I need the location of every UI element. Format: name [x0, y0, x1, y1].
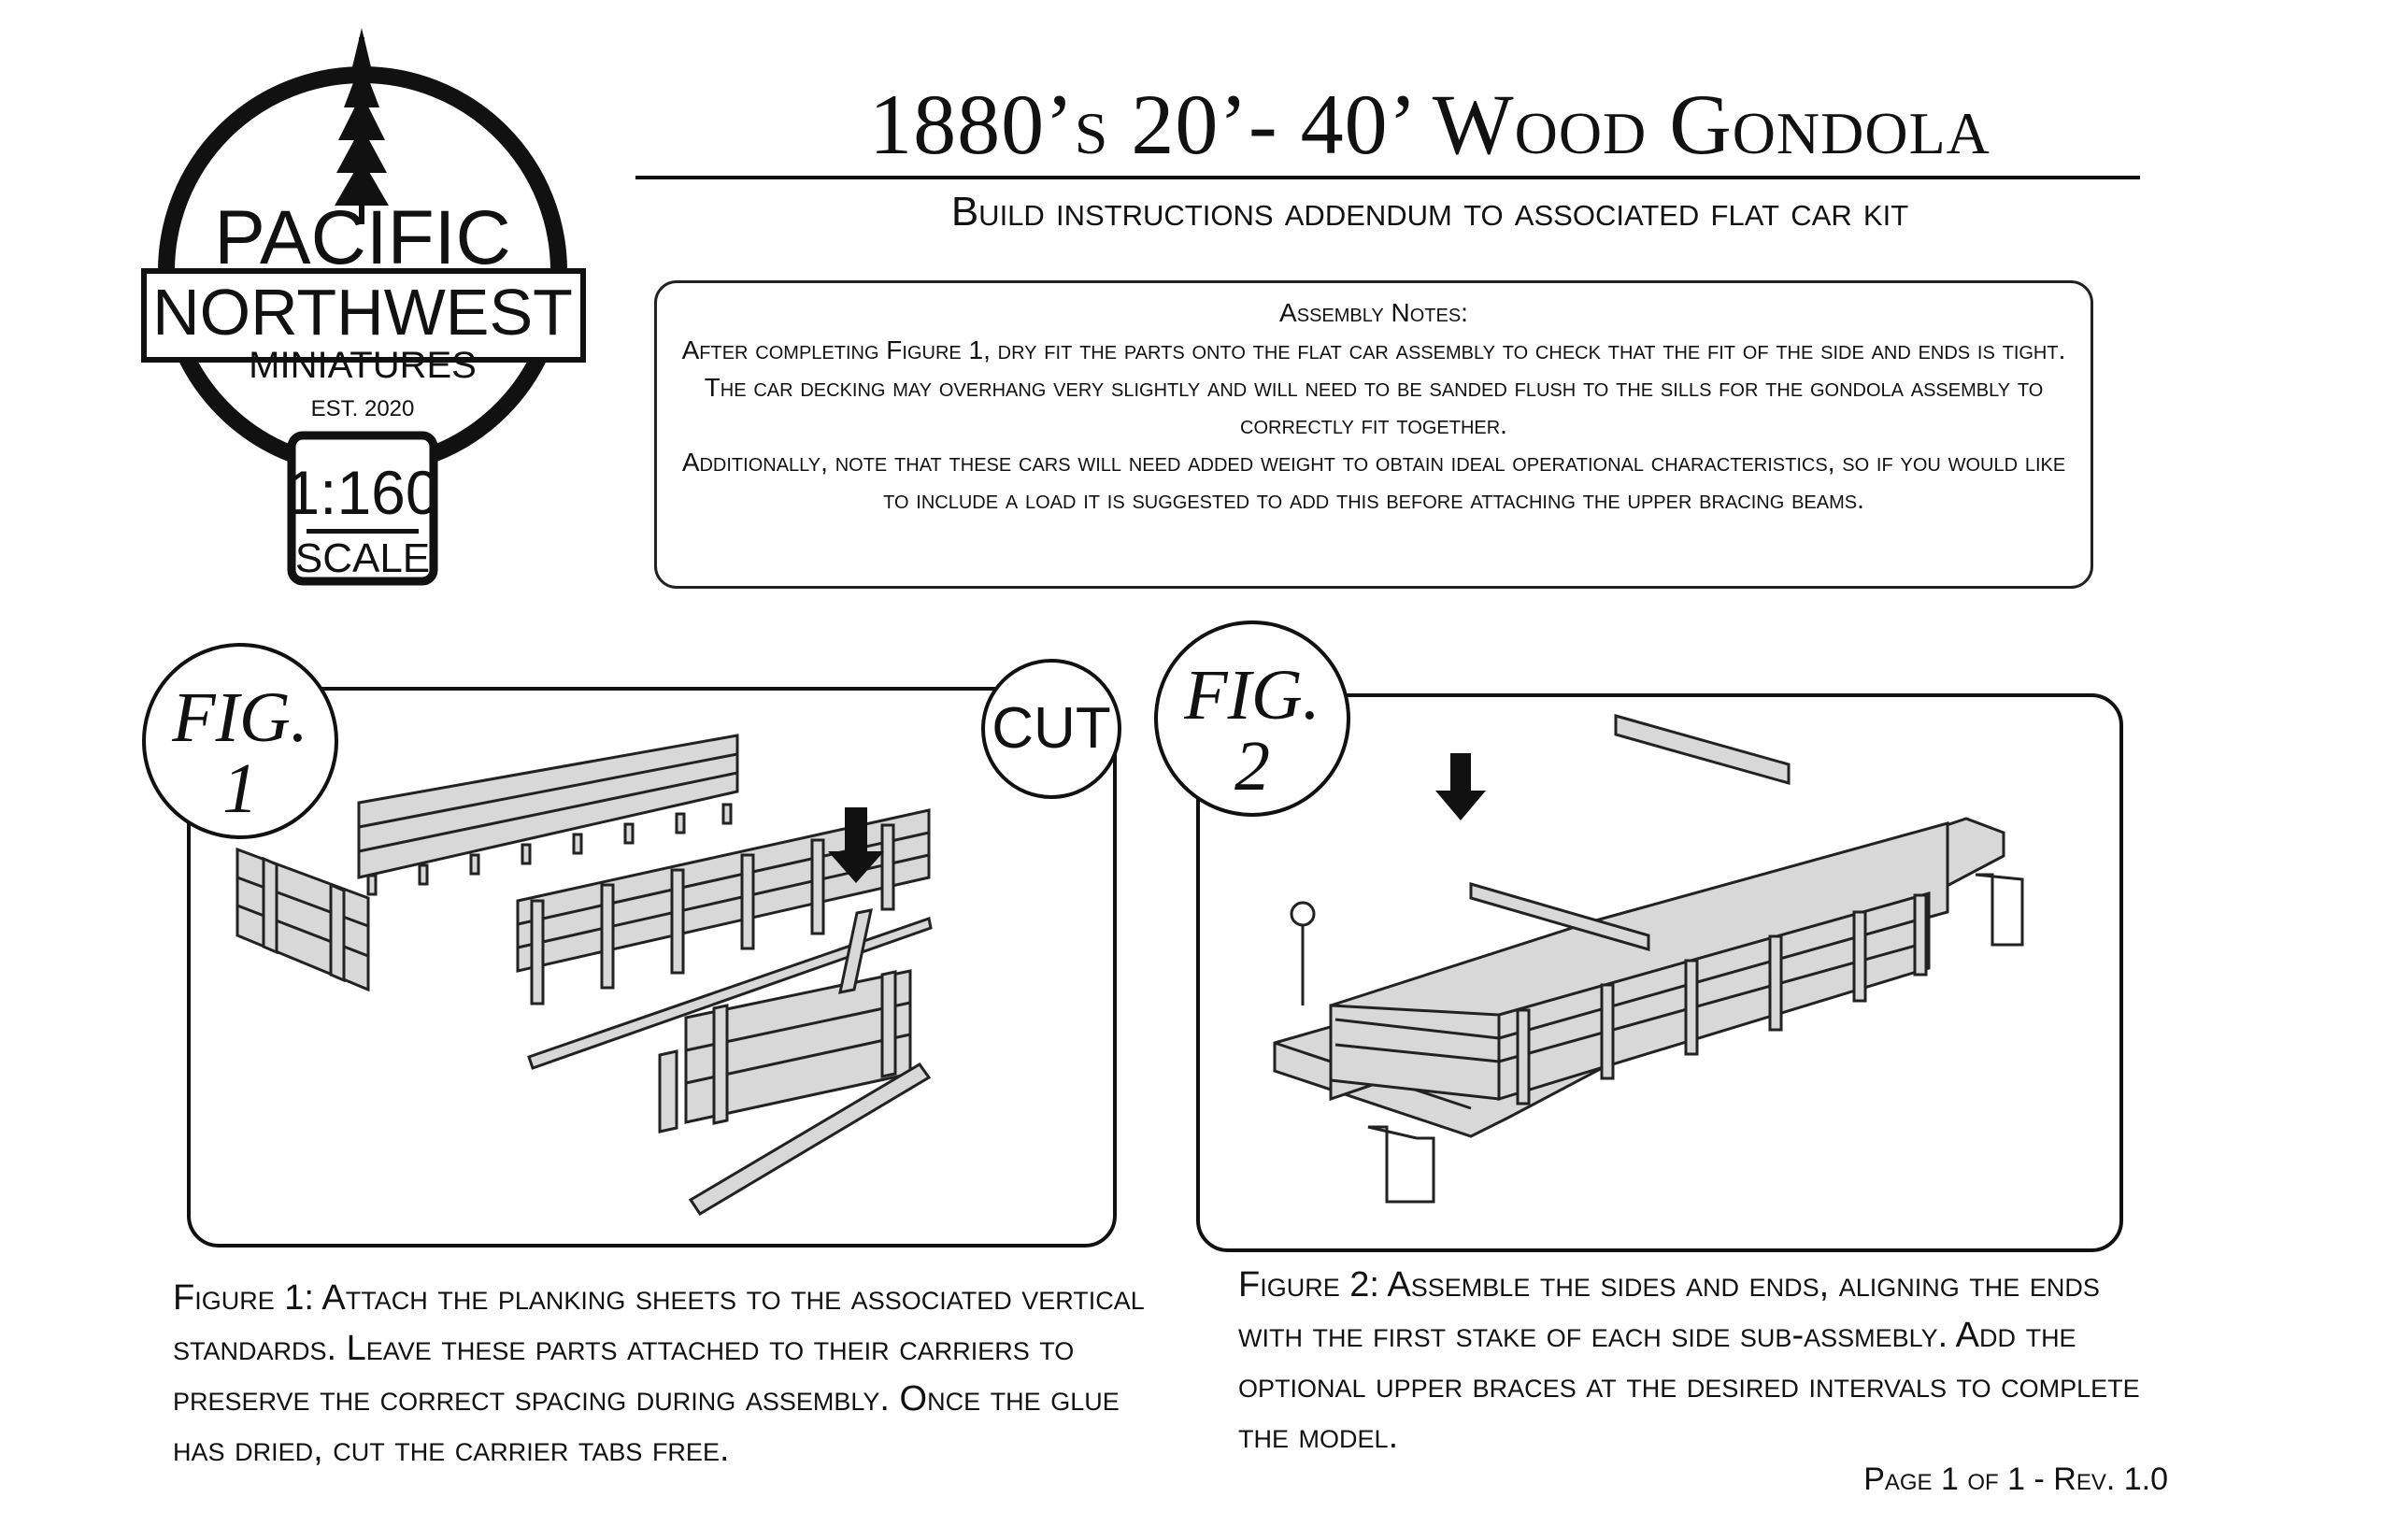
figure-2-badge-label: FIG. [1184, 656, 1320, 734]
scale-word: SCALE [294, 535, 431, 581]
assembly-notes-heading: Assembly Notes: [1279, 298, 1468, 327]
upper-brace-beam [1616, 716, 1789, 783]
logo-line2: NORTHWEST [152, 276, 573, 349]
loose-stake [660, 1051, 677, 1132]
assembly-notes-paragraph-2: Additionally, note that these cars will need added weight to obtain ideal operational characteristics, so if you would like to include a load it is suggested to add this before attaching the upper bracing beams. [681, 448, 2066, 514]
arrow-down-icon [1435, 753, 1486, 820]
figure-2-caption: Figure 2: Assemble the sides and ends, aligning the ends with the first stake of each side sub-assmebly. Add the optional upper braces at the desired intervals to complete the model. [1238, 1265, 2140, 1456]
brake-wheel-icon [1291, 903, 1314, 925]
title-divider [635, 176, 2140, 179]
pacific-northwest-miniatures-logo [131, 19, 598, 589]
step-right [1976, 875, 2022, 945]
page-subtitle: Build instructions addendum to associated flat car kit [950, 189, 1909, 235]
figure-1-caption: Figure 1: Attach the planking sheets to the associated vertical standards. Leave these parts attached to their carriers to preserve the correct spacing during assembly. Once the glue has dried, cut the carrier tabs free. [173, 1278, 1145, 1469]
logo-est: EST. 2020 [310, 396, 415, 421]
assembly-notes-box [654, 280, 2093, 589]
scale-ratio: 1:160 [285, 458, 440, 527]
figure-1-badge-number: 1 [222, 749, 258, 828]
end-panel-left [237, 849, 368, 990]
logo-line3: MINIATURES [249, 345, 477, 386]
step-left [1368, 1127, 1434, 1202]
assembly-notes-paragraph-1: After completing Figure 1, dry fit the parts onto the flat car assembly to check that the fit of the side and ends is tight. The car decking may overhang very slightly and will need to be sanded flush to the sills for the gondola assembly to correctly fit together. [681, 335, 2066, 439]
figure-2-badge-number: 2 [1234, 727, 1270, 806]
logo-line1: PACIFIC [214, 195, 511, 280]
page-footer: Page 1 of 1 - Rev. 1.0 [1863, 1462, 2168, 1497]
page-title: 1880’s 20’- 40’ Wood Gondola [869, 77, 1991, 172]
figure-1-badge-label: FIG. [172, 678, 308, 757]
figure-1-badge [142, 643, 338, 839]
cut-badge: CUT [981, 659, 1121, 799]
figure-2-badge [1154, 620, 1350, 817]
